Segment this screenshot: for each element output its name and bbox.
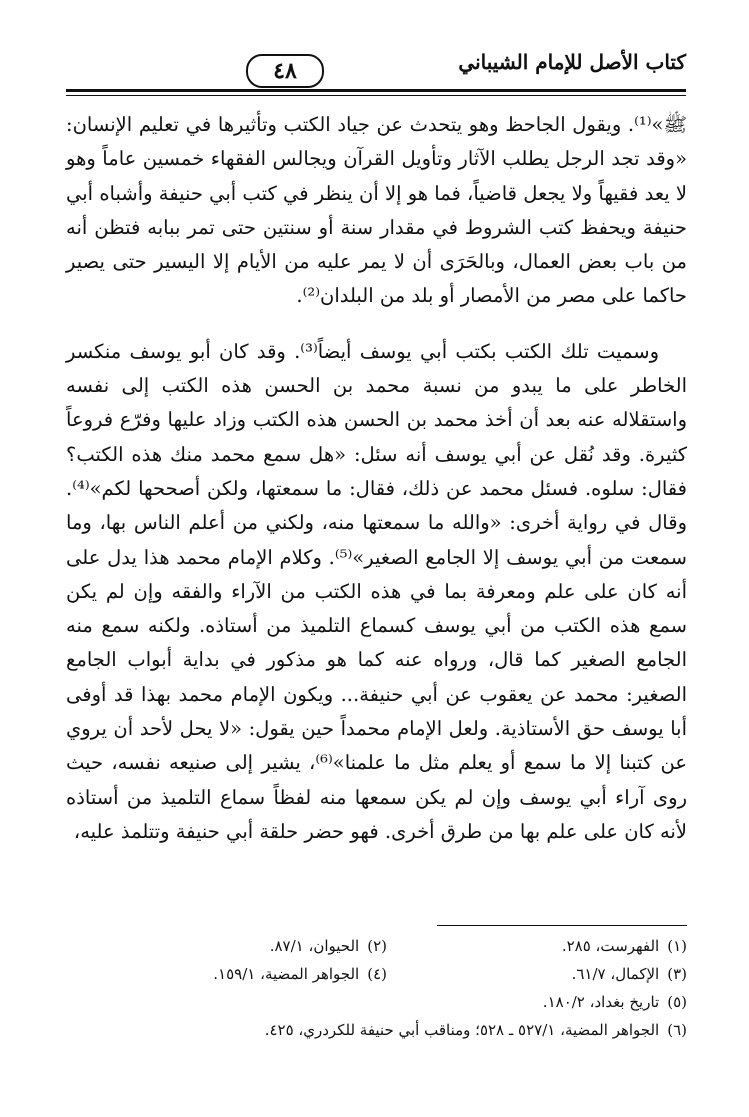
footnote bbox=[387, 960, 687, 988]
footnotes bbox=[67, 932, 687, 1044]
paragraph-gap bbox=[66, 314, 687, 335]
footnote-text: الحيوان، ٨٧/١. bbox=[269, 937, 360, 955]
footnote-row bbox=[67, 932, 687, 960]
footnote-number: (٢) bbox=[367, 937, 387, 955]
footnote-text: تاريخ بغداد، ١٨٠/٢. bbox=[542, 993, 660, 1011]
footnote-text: الجواهر المضية، ١٥٩/١. bbox=[213, 965, 360, 983]
footnote bbox=[265, 1016, 687, 1044]
page-number: ٤٨ bbox=[246, 54, 324, 88]
running-title: كتاب الأصل للإمام الشيباني bbox=[458, 50, 686, 74]
paragraph: وسميت تلك الكتب بكتب أبي يوسف أيضاً⁽³⁾. وقد كان أبو يوسف منكسر الخاطر على ما يبدو من نسبة محمد بن الحسن هذه الكتب إلى نفسه واستقلاله عنه بعد أن أخذ محمد بن الحسن هذه الكتب وزاد عليها وفرّع فروعاً كثيرة. وقد نُقل عن أبي يوسف أنه سئل: «هل سمع محمد منك هذه الكتب؟ فقال: سلوه. فسئل محمد عن ذلك، فقال: ما سمعتها، ولكن أصححها لكم»⁽⁴⁾. وقال في رواية أخرى: «والله ما سمعتها منه، ولكني من أعلم الناس بها، وما سمعت من أبي يوسف إلا الجامع الصغير»⁽⁵⁾. وكلام الإمام محمد هذا يدل على أنه كان على علم ومعرفة بما في هذه الكتب من الآراء والفقه وإن لم يكن سمع هذه الكتب من أبي يوسف كسماع التلميذ من أستاذه. ولكنه سمع منه الجامع الصغير كما قال، ورواه عنه كما هو مذكور في بداية أبواب الجامع الصغير: محمد عن يعقوب عن أبي حنيفة... ويكون الإمام محمد بهذا قد أوفى أبا يوسف حق الأستاذية. ولعل الإمام محمداً حين يقول: «لا يحل لأحد أن يروي عن كتبنا إلا ما سمع أو يعلم مثل ما علمنا»⁽⁶⁾، يشير إلى صنيعه نفسه، حيث روى آراء أبي يوسف وإن لم يكن سمعها منه لفظاً سماع التلميذ من أستاذه لأنه كان على علم بها من طرق أخرى. فهو حضر حلقة أبي حنيفة وتتلمذ عليه، bbox=[66, 339, 687, 843]
footnote-number: (١) bbox=[667, 937, 687, 955]
footnote-number: (٤) bbox=[367, 965, 387, 983]
footnote-number: (٣) bbox=[667, 965, 687, 983]
header-rule-thin bbox=[66, 95, 686, 96]
header-rule-thick bbox=[66, 89, 686, 92]
footnote bbox=[77, 960, 387, 988]
footnote-separator bbox=[437, 925, 687, 926]
main-text bbox=[66, 108, 687, 849]
page-header bbox=[66, 38, 686, 94]
footnote-row bbox=[67, 988, 687, 1016]
footnote-text: الفهرست، ٢٨٥. bbox=[561, 937, 660, 955]
footnote-text: الإكمال، ٦١/٧. bbox=[571, 965, 660, 983]
paragraph: ﷺ»⁽¹⁾. ويقول الجاحظ وهو يتحدث عن جياد الكتب وتأثيرها في تعليم الإنسان: «وقد تجد الرجل يطلب الآثار وتأويل القرآن ويجالس الفقهاء خمسين عاماً وهو لا يعد فقيهاً ولا يجعل قاضياً، فما هو إلا أن ينظر في كتب أبي حنيفة وأشباه أبي حنيفة ويحفظ كتب الشروط في مقدار سنة أو سنتين حتى تمر ببابه فتظن أنه من باب بعض العمال، وبالحَرَى أن لا يمر عليه من الأيام إلا اليسير حتى يصير حاكما على مصر من الأمصار أو بلد من البلدان⁽²⁾. bbox=[66, 113, 688, 308]
footnote-number: (٥) bbox=[667, 993, 687, 1011]
footnote bbox=[543, 988, 687, 1016]
footnote-number: (٦) bbox=[667, 1021, 687, 1039]
footnote bbox=[77, 932, 387, 960]
footnote-row bbox=[67, 960, 687, 988]
footnote bbox=[387, 932, 687, 960]
footnote-text: الجواهر المضية، ٥٢٧/١ ـ ٥٢٨؛ ومناقب أبي حنيفة للكردري، ٤٢٥. bbox=[264, 1021, 660, 1039]
footnote-row bbox=[67, 1016, 687, 1044]
